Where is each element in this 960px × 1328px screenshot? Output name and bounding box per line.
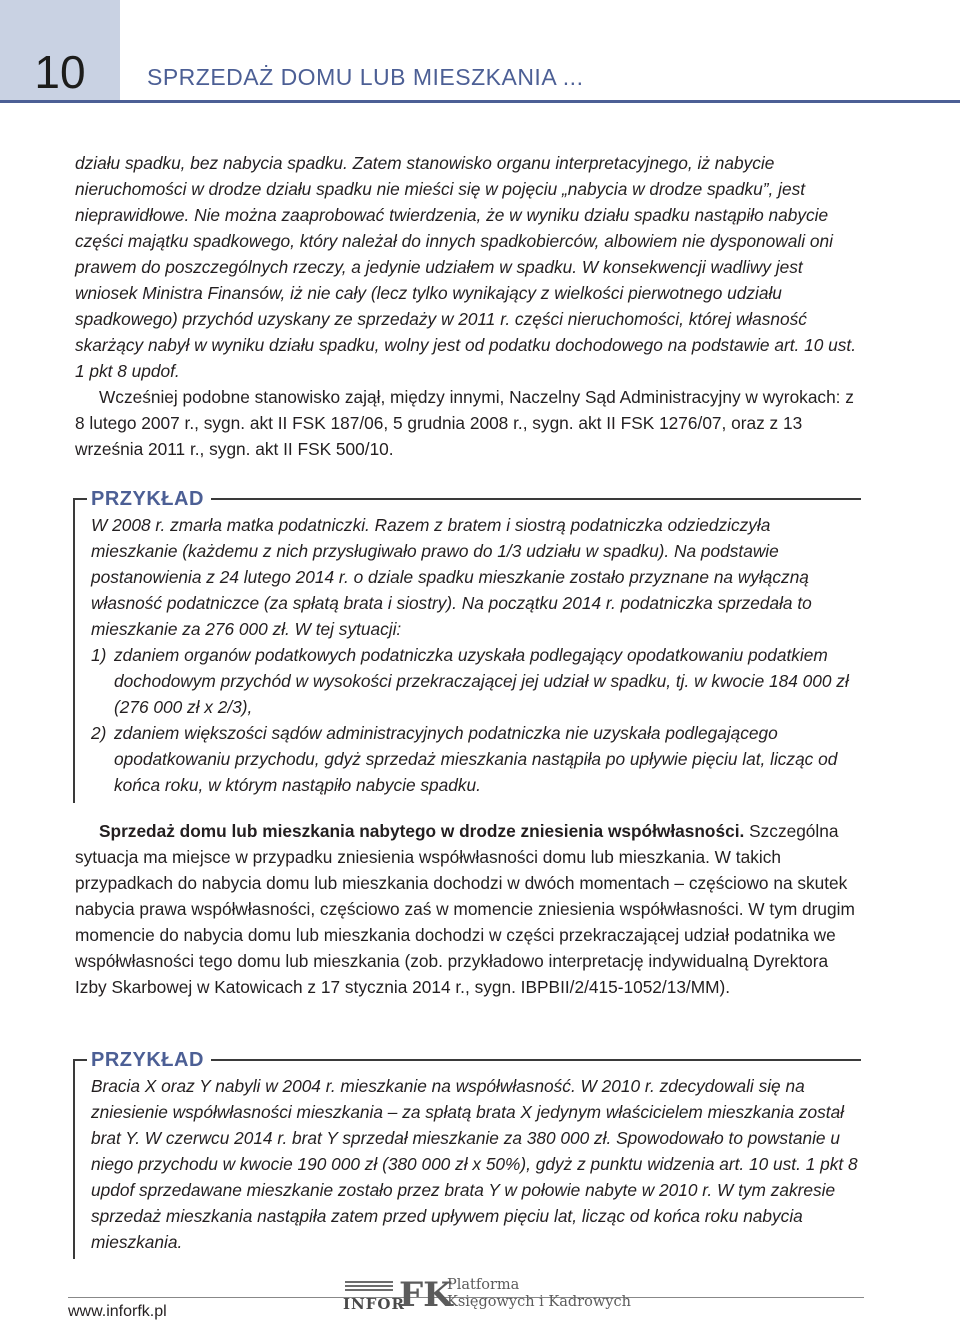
- example-label: PRZYKŁAD: [91, 1049, 204, 1071]
- example-label: PRZYKŁAD: [91, 488, 204, 510]
- list-text: zdaniem organów podatkowych podatniczka uzyskała podlegający opodatkowaniu podatkiem dochodowym przychód w wysokości przekraczającej jej udział w spadku, tj. w kwocie 184 000 zł (276 000 zł x 2/3),: [114, 645, 849, 717]
- section-paragraph: [75, 818, 863, 1000]
- platform-line-2: Księgowych i Kadrowych: [447, 1294, 631, 1310]
- fk-logo-mark: FK: [399, 1275, 453, 1315]
- example-tick: [73, 498, 87, 500]
- list-number: 2): [91, 723, 107, 743]
- court-quote-paragraph: działu spadku, bez nabycia spadku. Zatem stanowisko organu interpretacyjnego, iż nabycie nieruchomości w drodze działu spadku nie mieści się w pojęciu „nabycia w drodze spadku”, jest nieprawidłowe. Nie można zaaprobować twierdzenia, że w wyniku działu spadku nastąpiło nabycie części majątku spadkowego, który należał do innych spadkobierców, albowiem nie dysponowali oni prawem do poszczególnych rzeczy, a jedynie udziałem w spadku. W konsekwencji wadliwy jest wniosek Ministra Finansów, iż nie cały (lecz tylko wynikający z wielkości pierwotnego udziału spadkowego) przychód uzyskany ze sprzedaży w 2011 r. części nieruchomości, której własność skarżący nabył w wyniku działu spadku, wolny jest od podatku dochodowego na podstawie art. 10 ust. 1 pkt 8 updof.: [75, 153, 856, 381]
- example-text: Bracia X oraz Y nabyli w 2004 r. mieszkanie na współwłasność. W 2010 r. zdecydowali się na zniesienie współwłasności mieszkania – za spłatą brata X jedynym właścicielem mieszkania został brat Y. W czerwcu 2014 r. brat Y sprzedał mieszkanie za 380 000 zł. Spowodowało to powstanie u niego przychodu w kwocie 190 000 zł (380 000 zł x 50%), gdyż z punktu widzenia art. 10 ust. 1 pkt 8 updof sprzedawane mieszkanie zostało przez brata Y w połowie nabyte w 2010 r. W tym zakresie sprzedaż mieszkania nastąpiła zatem przed upływem pięciu lat, licząc od końca roku nabycia mieszkania.: [91, 1076, 858, 1252]
- page-number: 10: [34, 46, 86, 98]
- example-body: [91, 1073, 861, 1255]
- chapter-title: SPRZEDAŻ DOMU LUB MIESZKANIA ...: [147, 64, 584, 90]
- section-body: Szczególna sytuacja ma miejsce w przypadku zniesienia współwłasności domu lub mieszkania. W takich przypadkach do nabycia domu lub mieszkania dochodzi w dwóch momentach – częściowo na skutek nabycia prawa współwłasności, częściowo zaś w momencie zniesienia współwłasności. W tym drugim momencie do nabycia domu lub mieszkania dochodzi w części przekraczającej udział podatnika we współwłasności tego domu lub mieszkania (zob. przykładowo interpretację indywidualną Dyrektora Izby Skarbowej w Katowicach z 17 stycznia 2014 r., sygn. IBPBII/2/415-1052/13/MM).: [75, 821, 855, 997]
- example-box-2: [73, 1047, 861, 1255]
- infor-logo-text: INFOR: [343, 1295, 405, 1313]
- list-item: [91, 720, 861, 798]
- platform-line-1: Platforma: [447, 1277, 520, 1293]
- example-box-1: [73, 486, 861, 798]
- footer-url[interactable]: www.inforfk.pl: [68, 1303, 167, 1320]
- section-title: Sprzedaż domu lub mieszkania nabytego w drodze zniesienia współwłasności.: [99, 821, 745, 841]
- nsa-judgments-paragraph: Wcześniej podobne stanowisko zajął, między innymi, Naczelny Sąd Administracyjny w wyrokach: z 8 lutego 2007 r., sygn. akt II FSK 187/06, 5 grudnia 2008 r., sygn. akt II FSK 1276/07, oraz z 13 września 2011 r., sygn. akt II FSK 500/10.: [75, 387, 854, 459]
- example-body: [91, 512, 861, 798]
- example-side-rule: [73, 498, 75, 803]
- example-header: [73, 486, 861, 512]
- example-header-rule: [211, 498, 861, 500]
- intro-text: [75, 150, 863, 462]
- list-number: 1): [91, 645, 107, 665]
- platform-name: [447, 1277, 631, 1311]
- example-header-rule: [211, 1059, 861, 1061]
- infor-logo-bars: [345, 1281, 393, 1291]
- example-header: [73, 1047, 861, 1073]
- list-text: zdaniem większości sądów administracyjnych podatniczka nie uzyskała podlegającego opodatkowaniu przychodu, gdyż sprzedaż mieszkania nastąpiła po upływie pięciu lat, licząc od końca roku, w którym nastąpiło nabycie spadku.: [114, 723, 838, 795]
- section-text: [75, 818, 863, 1000]
- header-rule: [0, 100, 960, 103]
- example-tick: [73, 1059, 87, 1061]
- example-text: W 2008 r. zmarła matka podatniczki. Razem z bratem i siostrą podatniczka odziedziczyła mieszkanie (każdemu z nich przysługiwało prawo do 1/3 udziału w spadku). Na podstawie postanowienia z 24 lutego 2014 r. o dziale spadku mieszkanie zostało przyznane na wyłączną własność podatniczce (za spłatą brata i siostry). Na początku 2014 r. podatniczka sprzedała to mieszkanie za 276 000 zł. W tej sytuacji:: [91, 515, 812, 639]
- list-item: [91, 642, 861, 720]
- example-side-rule: [73, 1059, 75, 1259]
